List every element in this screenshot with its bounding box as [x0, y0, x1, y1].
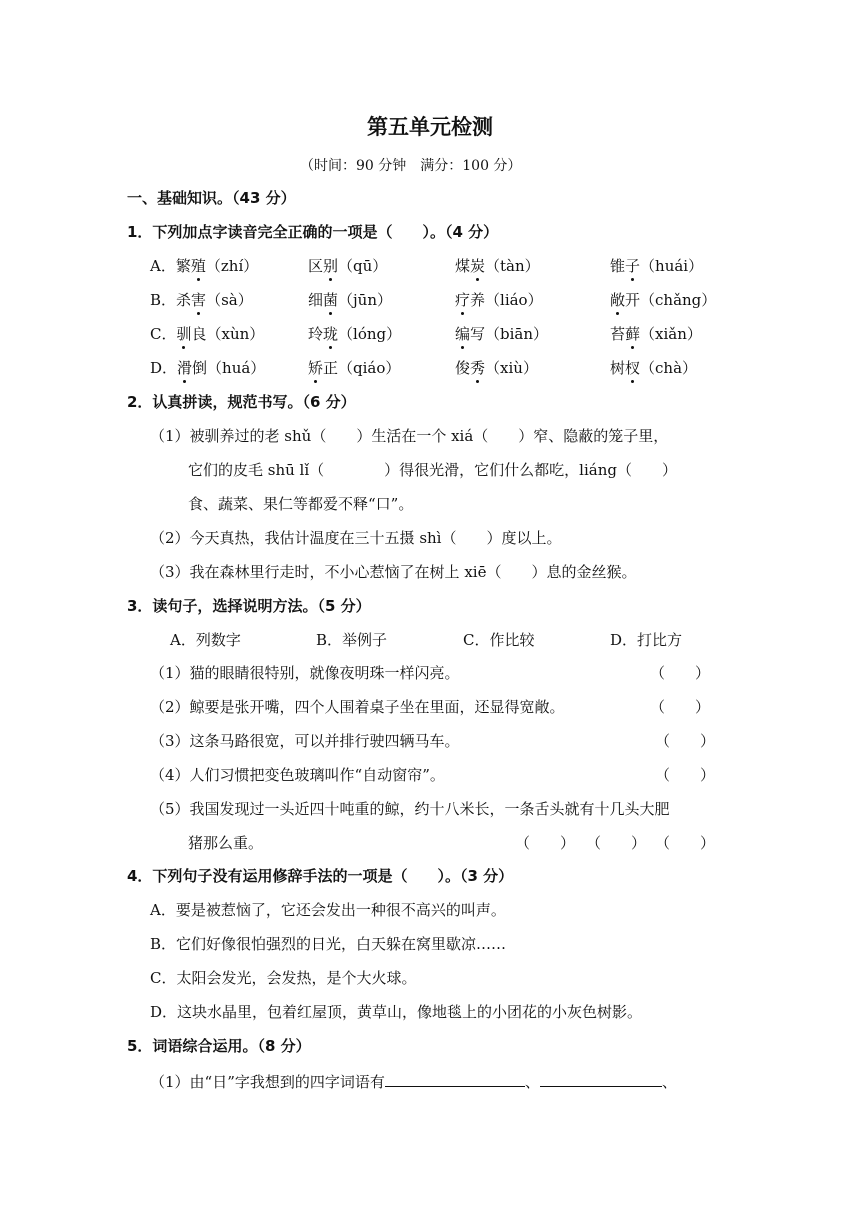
separator: 、: [661, 1073, 677, 1091]
dotted-character: 秀: [470, 359, 486, 377]
pronunciation-item: [455, 358, 538, 378]
word-text: 树: [610, 359, 626, 377]
word-text: 区: [308, 257, 324, 275]
question-2-line: 它们的皮毛 shū lǐ（ ）得很光滑，它们什么都吃，liáng（ ）: [188, 461, 677, 479]
word-text: 玲: [308, 325, 324, 343]
word-text: 锥: [610, 257, 626, 275]
answer-blank[interactable]: [540, 1070, 662, 1087]
dotted-character: 藓: [625, 325, 641, 343]
pinyin-text: （xiǎn）: [640, 325, 702, 343]
pronunciation-item: [308, 290, 392, 310]
question-3-item: （4）人们习惯把变色玻璃叫作“自动窗帘”。: [150, 766, 445, 784]
answer-paren: （ ）: [655, 766, 716, 784]
dotted-character: 炭: [470, 257, 486, 275]
question-5-heading: 5．词语综合运用。（8 分）: [127, 1037, 311, 1055]
question-3-item: （3）这条马路很宽，可以并排行驶四辆马车。: [150, 732, 460, 750]
dotted-character: 害: [191, 291, 207, 309]
pronunciation-item: [150, 256, 258, 276]
answer-paren: （ ）: [650, 698, 711, 716]
pronunciation-item: [150, 358, 265, 378]
method-option: B．举例子: [316, 631, 388, 649]
question-4-option: D．这块水晶里，包着红屋顶，黄草山，像地毯上的小团花的小灰色树影。: [150, 1003, 643, 1021]
question-5-item: [150, 1070, 677, 1092]
dotted-character: 珑: [323, 325, 339, 343]
word-text: 俊: [455, 359, 471, 377]
pinyin-text: 正（qiáo）: [323, 359, 401, 377]
answer-paren: （ ）: [650, 664, 711, 682]
dotted-character: 矫: [308, 359, 324, 377]
section-heading: 一、基础知识。（43 分）: [127, 189, 296, 207]
word-text: 细: [308, 291, 324, 309]
pinyin-text: （chà）: [640, 359, 698, 377]
option-label: B．: [150, 291, 177, 309]
answer-paren: （ ）: [655, 732, 716, 750]
dotted-character: 敞: [610, 291, 626, 309]
pinyin-text: 养（liáo）: [470, 291, 543, 309]
pronunciation-item: [150, 290, 253, 310]
question-4-option: C．太阳会发光，会发热，是个大火球。: [150, 969, 417, 987]
pronunciation-item: [455, 290, 543, 310]
dotted-character: 子: [625, 257, 641, 275]
pronunciation-item: [308, 324, 401, 344]
pinyin-text: 良（xùn）: [191, 325, 265, 343]
dotted-character: 编: [455, 325, 471, 343]
question-3-item: （5）我国发现过一头近四十吨重的鲸，约十八米长，一条舌头就有十几头大肥: [150, 800, 670, 818]
dotted-character: 疗: [455, 291, 471, 309]
pronunciation-item: [610, 290, 716, 310]
question-3-item-continued: 猪那么重。: [188, 834, 264, 852]
pinyin-text: （tàn）: [485, 257, 540, 275]
pinyin-text: （jūn）: [338, 291, 393, 309]
question-3-heading: 3．读句子，选择说明方法。（5 分）: [127, 597, 371, 615]
pronunciation-item: [308, 256, 387, 276]
page-title: 第五单元检测: [367, 115, 493, 139]
pinyin-text: 开（chǎng）: [625, 291, 717, 309]
pronunciation-item: [455, 324, 548, 344]
pronunciation-item: [455, 256, 540, 276]
word-text: 苔: [610, 325, 626, 343]
pronunciation-item: [610, 324, 702, 344]
answer-paren: （ ）: [515, 834, 576, 852]
method-option: A．列数字: [170, 631, 241, 649]
dotted-character: 殖: [190, 257, 206, 275]
dotted-character: 驯: [176, 325, 192, 343]
word-text: 煤: [455, 257, 471, 275]
dotted-character: 滑: [177, 359, 193, 377]
method-option: D．打比方: [610, 631, 683, 649]
pinyin-text: （xiù）: [485, 359, 538, 377]
pinyin-text: （qū）: [338, 257, 388, 275]
word-text: 繁: [175, 257, 191, 275]
question-2-line: （2）今天真热，我估计温度在三十五摄 shì（ ）度以上。: [150, 529, 562, 547]
question-5-item-text: （1）由“日”字我想到的四字词语有: [150, 1073, 385, 1091]
answer-paren: （ ）: [586, 834, 647, 852]
question-4-heading: 4．下列句子没有运用修辞手法的一项是（ ）。（3 分）: [127, 867, 514, 885]
answer-paren: （ ）: [655, 834, 716, 852]
pronunciation-item: [610, 256, 703, 276]
question-2-heading: 2．认真拼读，规范书写。（6 分）: [127, 393, 356, 411]
pinyin-text: 写（biān）: [470, 325, 549, 343]
exam-time-score: （时间：90 分钟 满分：100 分）: [300, 158, 522, 174]
question-2-line: 食、蔬菜、果仁等都爱不释“口”。: [188, 495, 414, 513]
method-option: C．作比较: [463, 631, 535, 649]
question-2-line: （1）被驯养过的老 shǔ（ ）生活在一个 xiá（ ）窄、隐蔽的笼子里，: [150, 427, 669, 445]
question-1-heading: 1．下列加点字读音完全正确的一项是（ ）。（4 分）: [127, 223, 499, 241]
question-3-item: （1）猫的眼睛很特别，就像夜明珠一样闪亮。: [150, 664, 460, 682]
option-label: A．: [150, 257, 176, 275]
pinyin-text: （huái）: [640, 257, 704, 275]
question-4-option: A．要是被惹恼了，它还会发出一种很不高兴的叫声。: [150, 901, 506, 919]
pinyin-text: 倒（huá）: [192, 359, 266, 377]
question-3-item: （2）鲸要是张开嘴，四个人围着桌子坐在里面，还显得宽敞。: [150, 698, 565, 716]
pronunciation-item: [308, 358, 400, 378]
separator: 、: [524, 1073, 540, 1091]
pinyin-text: （lóng）: [338, 325, 402, 343]
dotted-character: 菌: [323, 291, 339, 309]
option-label: D．: [150, 359, 178, 377]
dotted-character: 杈: [625, 359, 641, 377]
pinyin-text: （sà）: [206, 291, 253, 309]
word-text: 杀: [176, 291, 192, 309]
option-label: C．: [150, 325, 177, 343]
pronunciation-item: [610, 358, 697, 378]
pinyin-text: （zhí）: [205, 257, 259, 275]
dotted-character: 别: [323, 257, 339, 275]
pronunciation-item: [150, 324, 264, 344]
question-4-option: B．它们好像很怕强烈的日光，白天躲在窝里歇凉……: [150, 935, 507, 953]
answer-blank[interactable]: [385, 1070, 525, 1087]
question-2-line: （3）我在森林里行走时，不小心惹恼了在树上 xiē（ ）息的金丝猴。: [150, 563, 637, 581]
